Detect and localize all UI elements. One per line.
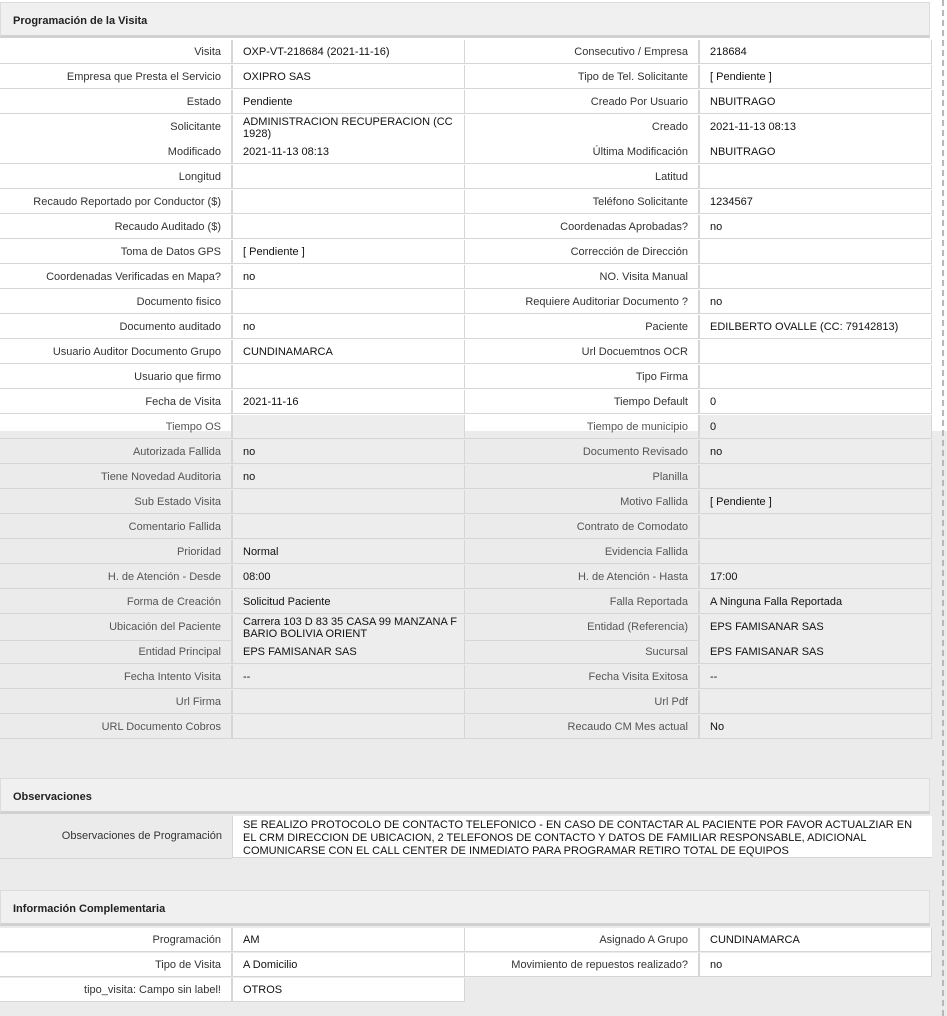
field-label: Forma de Creación <box>0 590 232 614</box>
section-title: Observaciones <box>13 791 92 803</box>
field-value <box>232 715 465 739</box>
field-value: OXP-VT-218684 (2021-11-16) <box>232 40 465 64</box>
field-value: 08:00 <box>232 565 465 589</box>
field-value <box>699 540 932 564</box>
field-value <box>232 490 465 514</box>
field-value: ADMINISTRACION RECUPERACION (CC 1928) <box>232 115 465 141</box>
field-value: [ Pendiente ] <box>699 490 932 514</box>
field-label: Tiempo OS <box>0 415 232 439</box>
field-value: No <box>699 715 932 739</box>
field-row <box>0 315 932 340</box>
field-label: Tiempo Default <box>465 390 699 414</box>
field-value: A Domicilio <box>232 953 465 977</box>
field-label: Longitud <box>0 165 232 189</box>
field-label: Latitud <box>465 165 699 189</box>
field-value: Pendiente <box>232 90 465 114</box>
field-label: Documento fisico <box>0 290 232 314</box>
field-row <box>0 140 932 165</box>
field-label: Solicitante <box>0 115 232 141</box>
field-value: AM <box>232 928 465 952</box>
field-value <box>699 515 932 539</box>
field-row <box>0 40 932 65</box>
field-value: 2021-11-13 08:13 <box>699 115 932 141</box>
field-value <box>232 515 465 539</box>
field-value <box>232 690 465 714</box>
field-value: no <box>699 290 932 314</box>
field-label: Recaudo Auditado ($) <box>0 215 232 239</box>
field-value <box>232 415 465 439</box>
field-value: 0 <box>699 390 932 414</box>
field-row <box>0 115 932 142</box>
field-label: Comentario Fallida <box>0 515 232 539</box>
field-value: NBUITRAGO <box>699 140 932 164</box>
field-row <box>0 390 932 415</box>
field-row <box>0 165 932 190</box>
field-row <box>0 490 932 515</box>
field-value: Solicitud Paciente <box>232 590 465 614</box>
field-value: NBUITRAGO <box>699 90 932 114</box>
field-row <box>0 440 932 465</box>
section-header <box>0 2 930 38</box>
field-label: Documento auditado <box>0 315 232 339</box>
field-label: Visita <box>0 40 232 64</box>
field-label: Usuario que firmo <box>0 365 232 389</box>
field-label: Fecha Intento Visita <box>0 665 232 689</box>
field-value: OTROS <box>232 978 465 1002</box>
field-row <box>0 90 932 115</box>
field-value: 1234567 <box>699 190 932 214</box>
field-row <box>0 665 932 690</box>
field-label: Tiene Novedad Auditoria <box>0 465 232 489</box>
field-value: no <box>232 265 465 289</box>
field-value <box>699 265 932 289</box>
field-value: Normal <box>232 540 465 564</box>
field-label: URL Documento Cobros <box>0 715 232 739</box>
field-value: CUNDINAMARCA <box>232 340 465 364</box>
field-value: Carrera 103 D 83 35 CASA 99 MANZANA F BARIO BOLIVIA ORIENT <box>232 615 465 641</box>
field-label: Última Modificación <box>465 140 699 164</box>
field-label: tipo_visita: Campo sin label! <box>0 978 232 1002</box>
field-label: Coordenadas Verificadas en Mapa? <box>0 265 232 289</box>
field-label: Contrato de Comodato <box>465 515 699 539</box>
field-label: Coordenadas Aprobadas? <box>465 215 699 239</box>
field-label: Tipo Firma <box>465 365 699 389</box>
field-value <box>699 465 932 489</box>
field-label: NO. Visita Manual <box>465 265 699 289</box>
field-value: CUNDINAMARCA <box>699 928 932 952</box>
field-value: -- <box>232 665 465 689</box>
field-row <box>0 290 932 315</box>
field-row <box>0 715 932 740</box>
field-label: Usuario Auditor Documento Grupo <box>0 340 232 364</box>
field-label: Ubicación del Paciente <box>0 615 232 641</box>
field-label: Planilla <box>465 465 699 489</box>
field-row <box>0 690 932 715</box>
field-row <box>0 928 932 953</box>
field-row <box>0 65 932 90</box>
field-row <box>0 215 932 240</box>
field-label: Creado <box>465 115 699 141</box>
field-row <box>0 365 932 390</box>
field-value: no <box>699 215 932 239</box>
field-label: Tipo de Tel. Solicitante <box>465 65 699 89</box>
field-value: [ Pendiente ] <box>699 65 932 89</box>
field-value: -- <box>699 665 932 689</box>
field-label: H. de Atención - Hasta <box>465 565 699 589</box>
field-row <box>0 240 932 265</box>
field-value: no <box>232 465 465 489</box>
field-label: Observaciones de Programación <box>0 816 232 859</box>
section-header <box>0 890 930 926</box>
field-label: Url Pdf <box>465 690 699 714</box>
field-label: Tipo de Visita <box>0 953 232 977</box>
field-label: Modificado <box>0 140 232 164</box>
field-row <box>0 615 932 642</box>
field-label: Fecha de Visita <box>0 390 232 414</box>
field-value <box>232 165 465 189</box>
observaciones-row <box>0 816 932 858</box>
field-row <box>0 340 932 365</box>
field-label: Teléfono Solicitante <box>465 190 699 214</box>
field-value: no <box>232 440 465 464</box>
field-value: 0 <box>699 415 932 439</box>
field-value: 2021-11-13 08:13 <box>232 140 465 164</box>
field-label: Estado <box>0 90 232 114</box>
field-label: Url Firma <box>0 690 232 714</box>
field-row <box>0 640 932 665</box>
field-value: 17:00 <box>699 565 932 589</box>
field-row <box>0 540 932 565</box>
field-label: Toma de Datos GPS <box>0 240 232 264</box>
field-label: H. de Atención - Desde <box>0 565 232 589</box>
field-label: Programación <box>0 928 232 952</box>
field-value <box>699 365 932 389</box>
field-value: EPS FAMISANAR SAS <box>699 615 932 641</box>
section-title: Información Complementaria <box>13 903 166 915</box>
field-row <box>0 415 932 440</box>
field-label: Fecha Visita Exitosa <box>465 665 699 689</box>
field-label: Autorizada Fallida <box>0 440 232 464</box>
section-title: Programación de la Visita <box>13 15 148 27</box>
field-label: Tiempo de municipio <box>465 415 699 439</box>
field-value: no <box>232 315 465 339</box>
field-label: Falla Reportada <box>465 590 699 614</box>
field-value <box>232 365 465 389</box>
field-value <box>699 340 932 364</box>
field-row <box>0 465 932 490</box>
section-header <box>0 778 930 814</box>
field-value: EPS FAMISANAR SAS <box>699 640 932 664</box>
field-label: Recaudo CM Mes actual <box>465 715 699 739</box>
field-value <box>232 290 465 314</box>
field-label: Url Docuemtnos OCR <box>465 340 699 364</box>
field-label: Sub Estado Visita <box>0 490 232 514</box>
field-value <box>232 190 465 214</box>
field-value: SE REALIZO PROTOCOLO DE CONTACTO TELEFONICO - EN CASO DE CONTACTAR AL PACIENTE POR FAVOR ACTUALZIAR EN EL CRM DIRECCION DE UBICACION, 2 TELEFONOS DE CONTACTO Y DATOS DE FAMILIAR RESPONSABLE, ADICIONAL COMUNICARSE CON EL CALL CENTER DE INMEDIATO PARA PROGRAMAR RETIRO TOTAL DE EQUIPOS <box>232 816 932 858</box>
field-label: Corrección de Dirección <box>465 240 699 264</box>
field-row <box>0 565 932 590</box>
field-label: Paciente <box>465 315 699 339</box>
field-row <box>0 190 932 215</box>
field-label: Requiere Auditoriar Documento ? <box>465 290 699 314</box>
field-value: EDILBERTO OVALLE (CC: 79142813) <box>699 315 932 339</box>
field-label: Motivo Fallida <box>465 490 699 514</box>
field-value <box>699 240 932 264</box>
field-value: no <box>699 953 932 977</box>
page-divider <box>942 0 944 1016</box>
field-value: [ Pendiente ] <box>232 240 465 264</box>
field-label: Documento Revisado <box>465 440 699 464</box>
field-value: 218684 <box>699 40 932 64</box>
field-value: EPS FAMISANAR SAS <box>232 640 465 664</box>
field-value: OXIPRO SAS <box>232 65 465 89</box>
field-row <box>0 515 932 540</box>
field-value <box>232 215 465 239</box>
field-label: Empresa que Presta el Servicio <box>0 65 232 89</box>
field-label: Consecutivo / Empresa <box>465 40 699 64</box>
field-value: no <box>699 440 932 464</box>
field-value: A Ninguna Falla Reportada <box>699 590 932 614</box>
field-row <box>0 265 932 290</box>
field-value <box>699 690 932 714</box>
field-label: Creado Por Usuario <box>465 90 699 114</box>
field-row <box>0 953 932 978</box>
field-value <box>699 165 932 189</box>
field-label: Entidad (Referencia) <box>465 615 699 641</box>
field-label: Evidencia Fallida <box>465 540 699 564</box>
field-label: Entidad Principal <box>0 640 232 664</box>
field-row <box>0 978 932 1003</box>
field-value: 2021-11-16 <box>232 390 465 414</box>
field-label: Movimiento de repuestos realizado? <box>465 953 699 977</box>
field-label: Sucursal <box>465 640 699 664</box>
field-row <box>0 590 932 615</box>
field-label: Recaudo Reportado por Conductor ($) <box>0 190 232 214</box>
field-label: Prioridad <box>0 540 232 564</box>
field-label: Asignado A Grupo <box>465 928 699 952</box>
